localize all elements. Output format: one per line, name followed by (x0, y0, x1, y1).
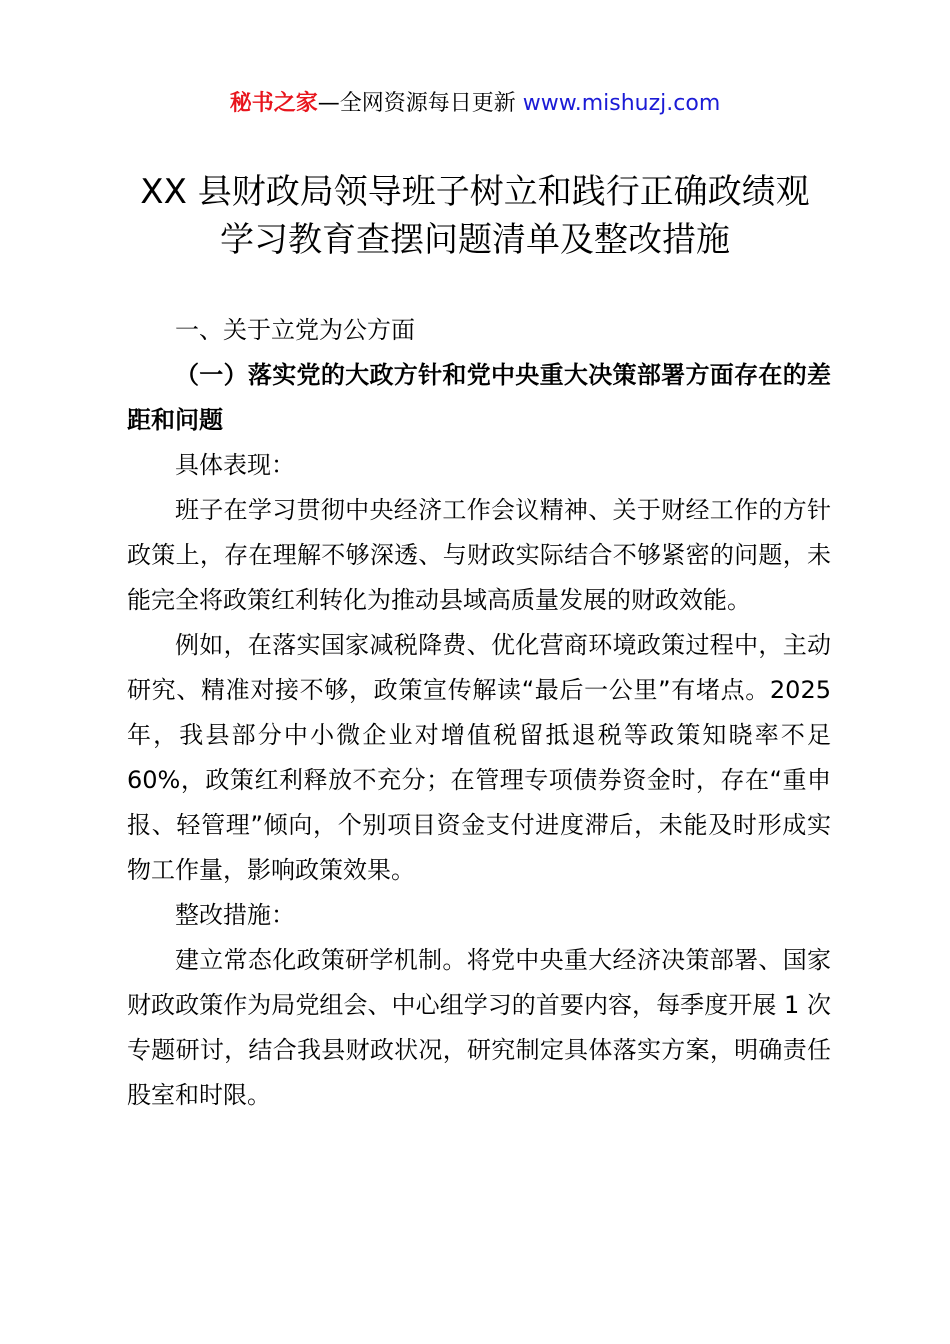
manifestation-paragraph-1: 班子在学习贯彻中央经济工作会议精神、关于财经工作的方针政策上，存在理解不够深透、与财政实际结合不够紧密的问题，未能完全将政策红利转化为推动县域高质量发展的财政效能。 (127, 496, 831, 614)
subsection-heading: （一）落实党的大政方针和党中央重大决策部署方面存在的差距和问题 (127, 361, 831, 434)
manifestation-paragraph-2: 例如，在落实国家减税降费、优化营商环境政策过程中，主动研究、精准对接不够，政策宣传解读“最后一公里”有堵点。2025 年，我县部分中小微企业对增值税留抵退税等政策知晓率不足 60%，政策红利释放不充分；在管理专项债券资金时，存在“重申报、轻管理”倾向，个别项目资金支付进度滞后，未能及时形成实物工作量，影响政策效果。 (127, 631, 831, 884)
brand-name: 秘书之家 (229, 91, 318, 116)
title-line-2: 学习教育查摆问题清单及整改措施 (220, 220, 730, 260)
rectification-paragraph-1: 建立常态化政策研学机制。将党中央重大经济决策部署、国家财政政策作为局党组会、中心组学习的首要内容，每季度开展 1 次专题研讨，结合我县财政状况，研究制定具体落实方案，明确责任股室和时限。 (127, 946, 831, 1109)
title-line-1: XX 县财政局领导班子树立和践行正确政绩观 (140, 172, 810, 212)
manifestation-label: 具体表现： (175, 451, 295, 479)
document-title (0, 168, 950, 264)
document-body (127, 308, 831, 1118)
rectification-label: 整改措施： (175, 901, 295, 929)
section-heading: 一、关于立党为公方面 (175, 316, 415, 344)
banner-url-link[interactable]: www.mishuzj.com (522, 91, 721, 116)
site-banner (0, 88, 950, 120)
banner-slogan: —全网资源每日更新 (317, 91, 523, 116)
